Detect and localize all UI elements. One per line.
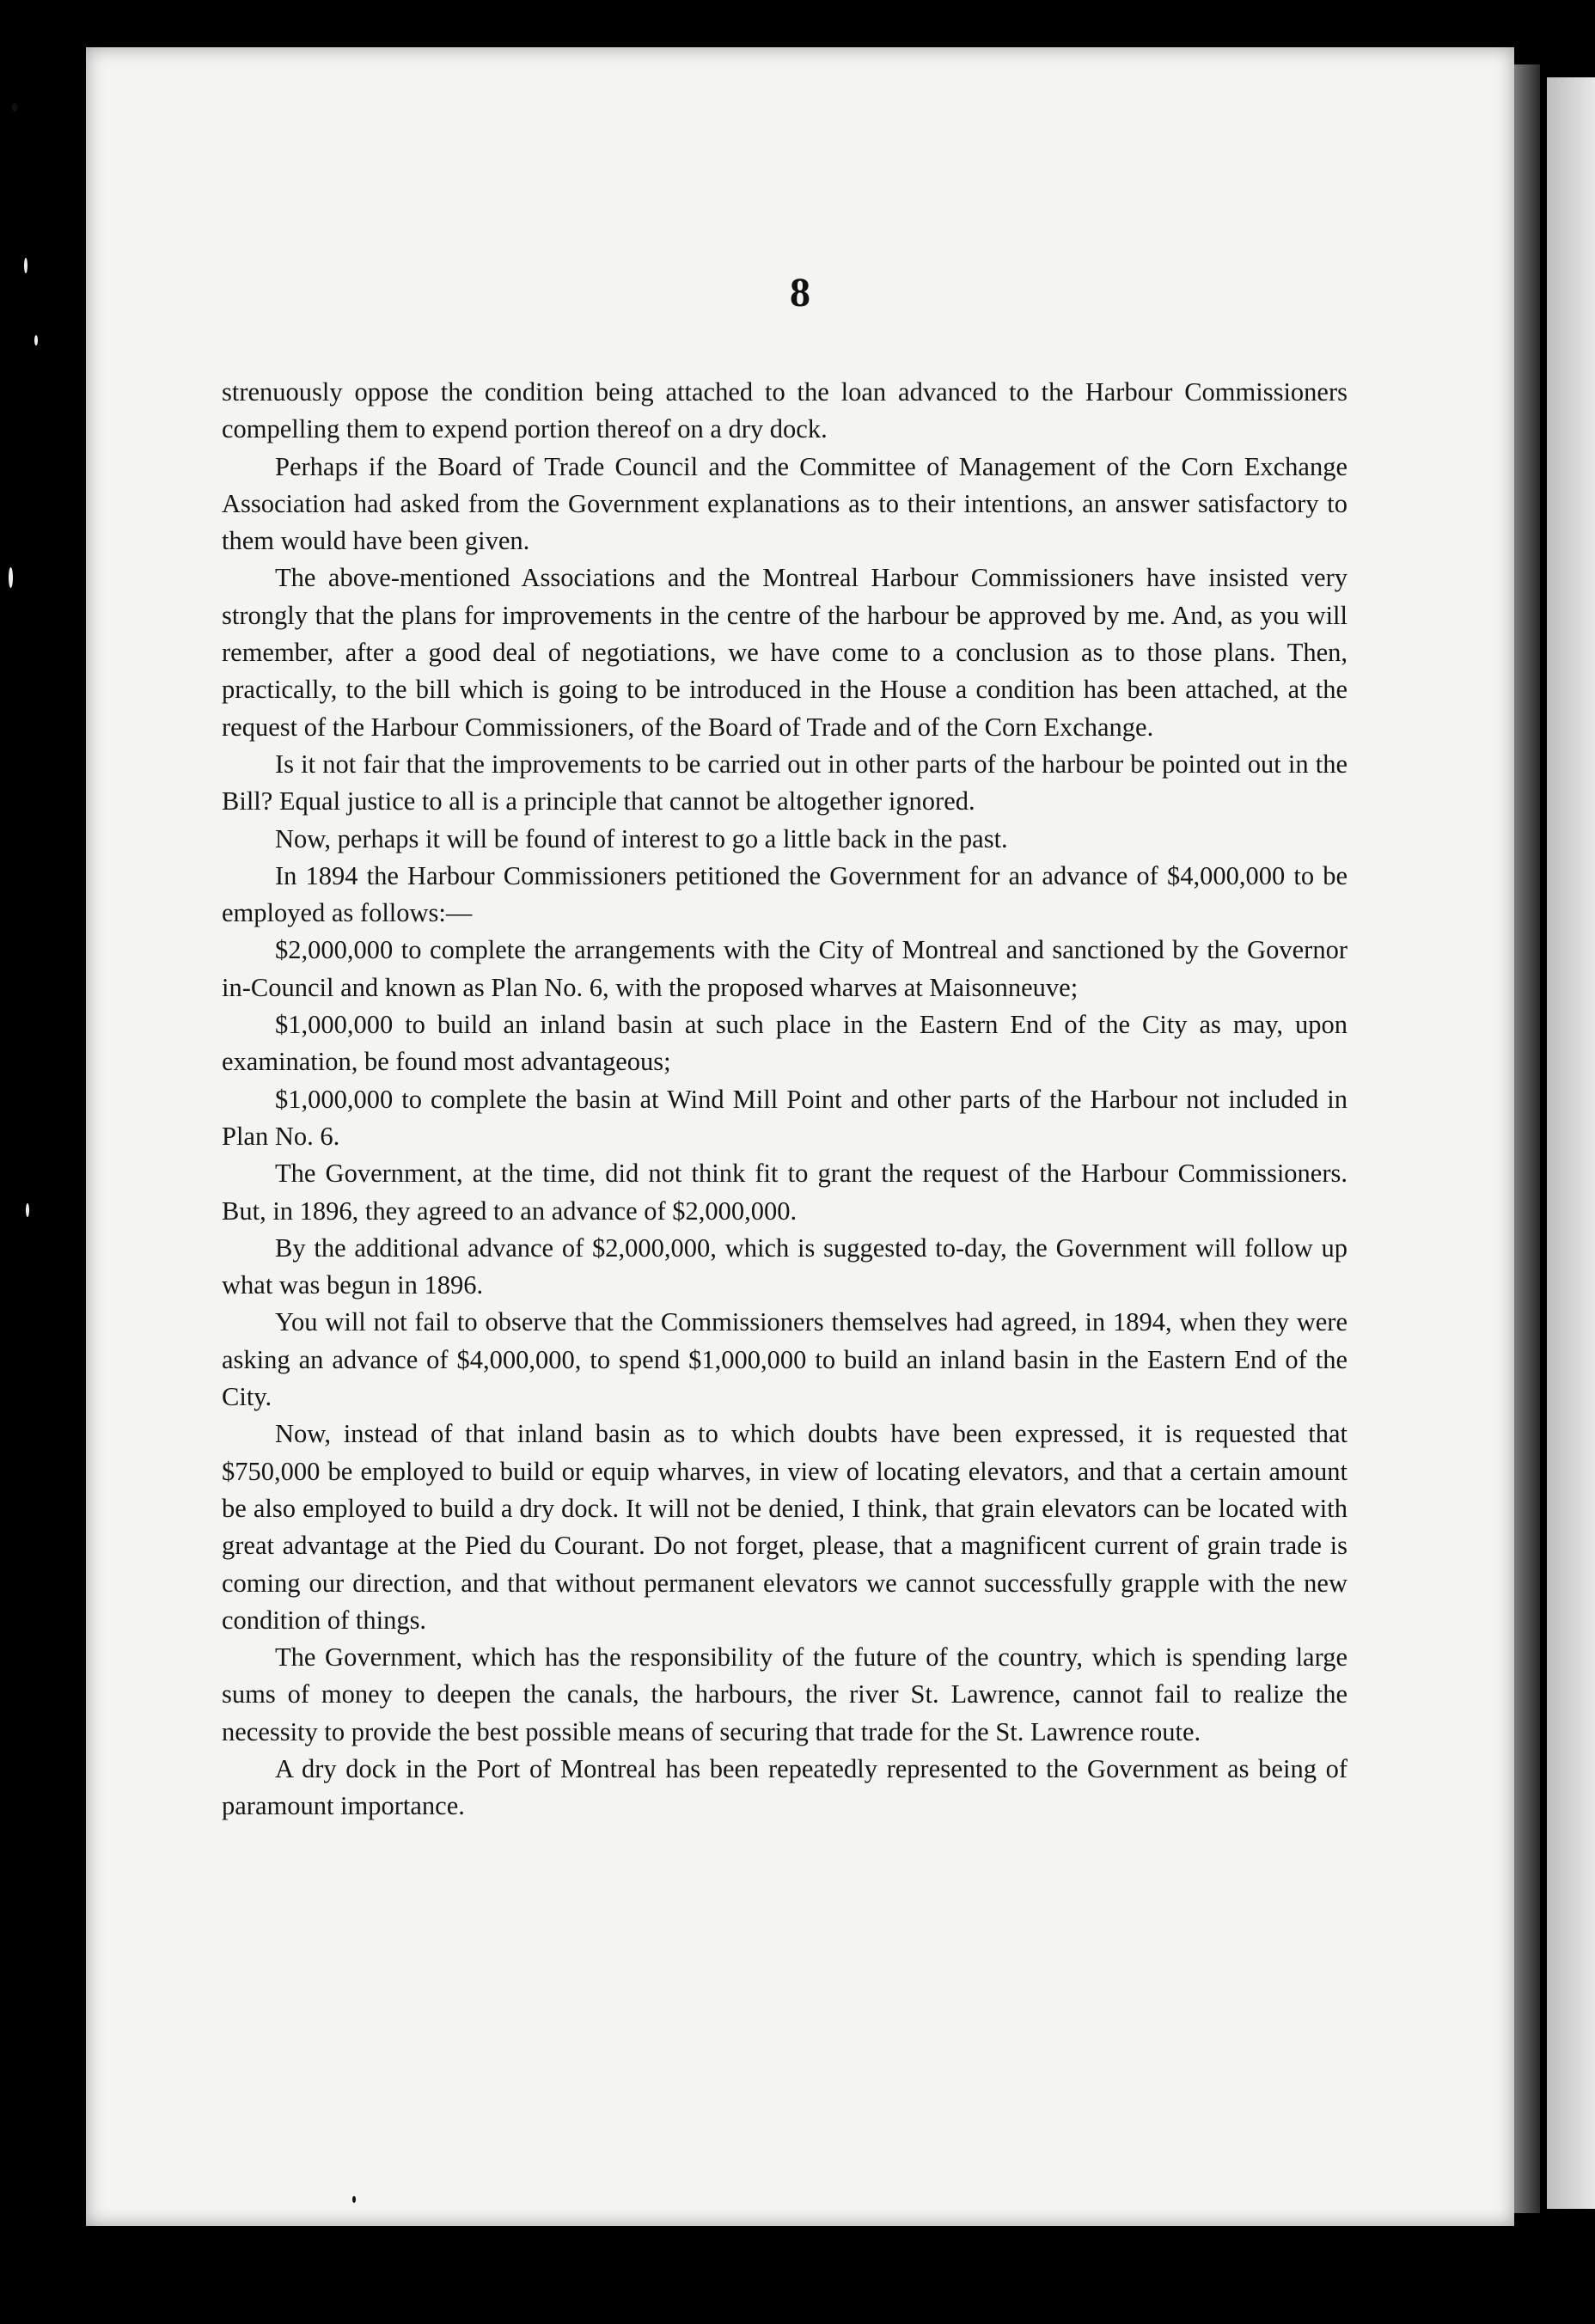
dust-speck — [9, 567, 13, 588]
paragraph: $1,000,000 to complete the basin at Wind Mill Point and other parts of the Harbour not included in Plan No. 6. — [222, 1084, 1348, 1151]
scan-frame-left — [0, 0, 86, 2324]
paragraph: strenuously oppose the condition being attached to the loan advanced to the Harbour Commissioners compelling them to expend portion thereof on a dry dock. — [222, 377, 1348, 444]
paragraph: $2,000,000 to complete the arrangements with the City of Montreal and sanctioned by the Governor in-Council and known as Plan No. 6, with the proposed wharves at Maisonneuve; — [222, 935, 1348, 1002]
paragraph: The Government, which has the responsibility of the future of the country, which is spending large sums of money to deepen the canals, the harbours, the river St. Lawrence, cannot fail to realize the necessity to provide the best possible means of securing that trade for the St. Lawrence route. — [222, 1642, 1348, 1746]
paragraph: The above-mentioned Associations and the Montreal Harbour Commissioners have insisted very strongly that the plans for improvements in the centre of the harbour be approved by me. And, as you will remember, after a good deal of negotiations, we have come to a conclusion as to those plans. Then, practically, to the bill which is going to be introduced in the House a condition has been attached, at the request of the Harbour Commissioners, of the Board of Trade and of the Corn Exchange. — [222, 563, 1348, 742]
next-page-edge — [1547, 77, 1595, 2209]
ink-speck — [352, 2196, 356, 2203]
paragraph: Perhaps if the Board of Trade Council and the Committee of Management of the Corn Exchange Association had asked from the Government explanations as to their intentions, an answer satisfactory to them would have been given. — [222, 451, 1348, 556]
paragraph: The Government, at the time, did not think fit to grant the request of the Harbour Commissioners. But, in 1896, they agreed to an advance of $2,000,000. — [222, 1159, 1348, 1226]
paragraph: By the additional advance of $2,000,000, which is suggested to-day, the Government will follow up what was begun in 1896. — [222, 1232, 1348, 1300]
paragraph: Is it not fair that the improvements to be carried out in other parts of the harbour be pointed out in the Bill? Equal justice to all is a principle that cannot be altogether ignored. — [222, 749, 1348, 816]
paragraph: Now, instead of that inland basin as to which doubts have been expressed, it is requested that $750,000 be employed to build or equip wharves, in view of locating elevators, and that a certain amount be also employed to build a dry dock. It will not be denied, I think, that grain elevators can be located with great advantage at the Pied du Courant. Do not forget, please, that a magnificent current of grain trade is coming our direction, and that without permanent elevators we cannot successfully grapple with the new condition of things. — [222, 1419, 1348, 1635]
dust-speck — [12, 103, 17, 112]
body-text — [222, 374, 1348, 1826]
page-number: 8 — [790, 270, 810, 315]
paragraph: $1,000,000 to build an inland basin at such place in the Eastern End of the City as may, upon examination, be found most advantageous; — [222, 1010, 1348, 1077]
paragraph: A dry dock in the Port of Montreal has been repeatedly represented to the Government as being of paramount importance. — [222, 1753, 1348, 1821]
dust-speck — [24, 258, 28, 273]
page-edge-shadow — [1514, 64, 1540, 2213]
dust-speck — [34, 335, 38, 346]
paragraph: Now, perhaps it will be found of interest to go a little back in the past. — [275, 823, 1008, 853]
document-page — [86, 47, 1514, 2226]
paragraph: In 1894 the Harbour Commissioners petitioned the Government for an advance of $4,000,000 to be employed as follows:— — [222, 860, 1348, 928]
dust-speck — [26, 1203, 29, 1217]
paragraph: You will not fail to observe that the Commissioners themselves had agreed, in 1894, when they were asking an advance of $4,000,000, to spend $1,000,000 to build an inland basin in the Eastern End of the City. — [222, 1307, 1348, 1412]
